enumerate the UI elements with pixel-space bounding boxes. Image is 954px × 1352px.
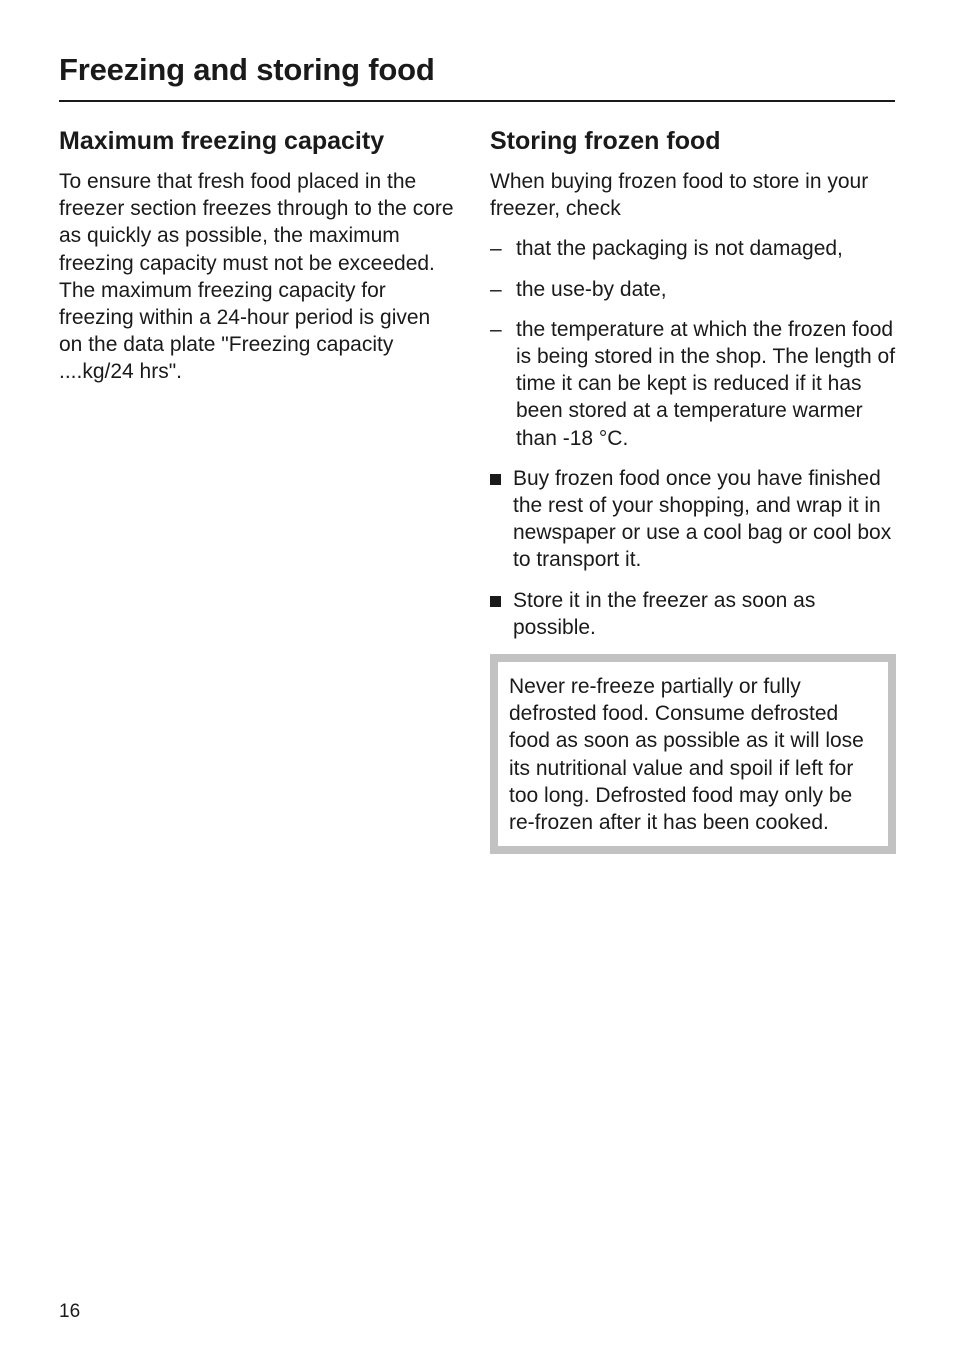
check-list-item xyxy=(490,235,896,262)
instruction-list-item xyxy=(490,465,896,574)
square-bullet-icon xyxy=(490,474,501,485)
instruction-list-item xyxy=(490,587,896,641)
dash-marker: – xyxy=(490,277,502,301)
check-text-packaging: that the packaging is not damaged, xyxy=(516,237,843,261)
warning-text: Never re-freeze partially or fully defrosted food. Consume defrosted food as soon as possible as it will lose its nutritional value and spoil if left for too long. Defrosted food may only be re-frozen after it has been cooked. xyxy=(509,675,864,835)
page-title: Freezing and storing food xyxy=(59,52,435,87)
instruction-list xyxy=(490,465,896,641)
dash-marker: – xyxy=(490,317,502,341)
check-text-temperature: the temperature at which the frozen food is being stored in the shop. The length of time it can be kept is reduced if it has been stored at a temperature warmer than -18 °C. xyxy=(516,317,896,450)
warning-box xyxy=(490,654,896,854)
max-freezing-capacity-text: To ensure that fresh food placed in the freezer section freezes through to the core as quickly as possible, the maximum freezing capacity must not be exceeded. The maximum freezing capacity for freezing within a 24-hour period is given on the data plate "Freezing capacity ....kg/24 hrs". xyxy=(59,170,454,384)
section-heading-max-freezing-capacity: Maximum freezing capacity xyxy=(59,127,385,155)
check-list-item xyxy=(490,276,896,303)
storing-intro-text: When buying frozen food to store in your freezer, check xyxy=(490,170,869,221)
check-list-item xyxy=(490,316,896,452)
dash-marker: – xyxy=(490,237,502,261)
storing-frozen-food-section xyxy=(490,124,896,854)
page-number: 16 xyxy=(59,1301,81,1322)
instruction-text-transport: Buy frozen food once you have finished the rest of your shopping, and wrap it in newspaper or use a cool bag or cool box to transport it. xyxy=(513,466,892,572)
instruction-text-store: Store it in the freezer as soon as possible. xyxy=(513,588,816,639)
square-bullet-icon xyxy=(490,596,501,607)
check-list xyxy=(490,235,896,451)
title-divider xyxy=(59,100,895,102)
section-heading-storing-frozen-food: Storing frozen food xyxy=(490,127,721,155)
max-freezing-capacity-section xyxy=(59,124,459,386)
check-text-use-by-date: the use-by date, xyxy=(516,277,667,301)
